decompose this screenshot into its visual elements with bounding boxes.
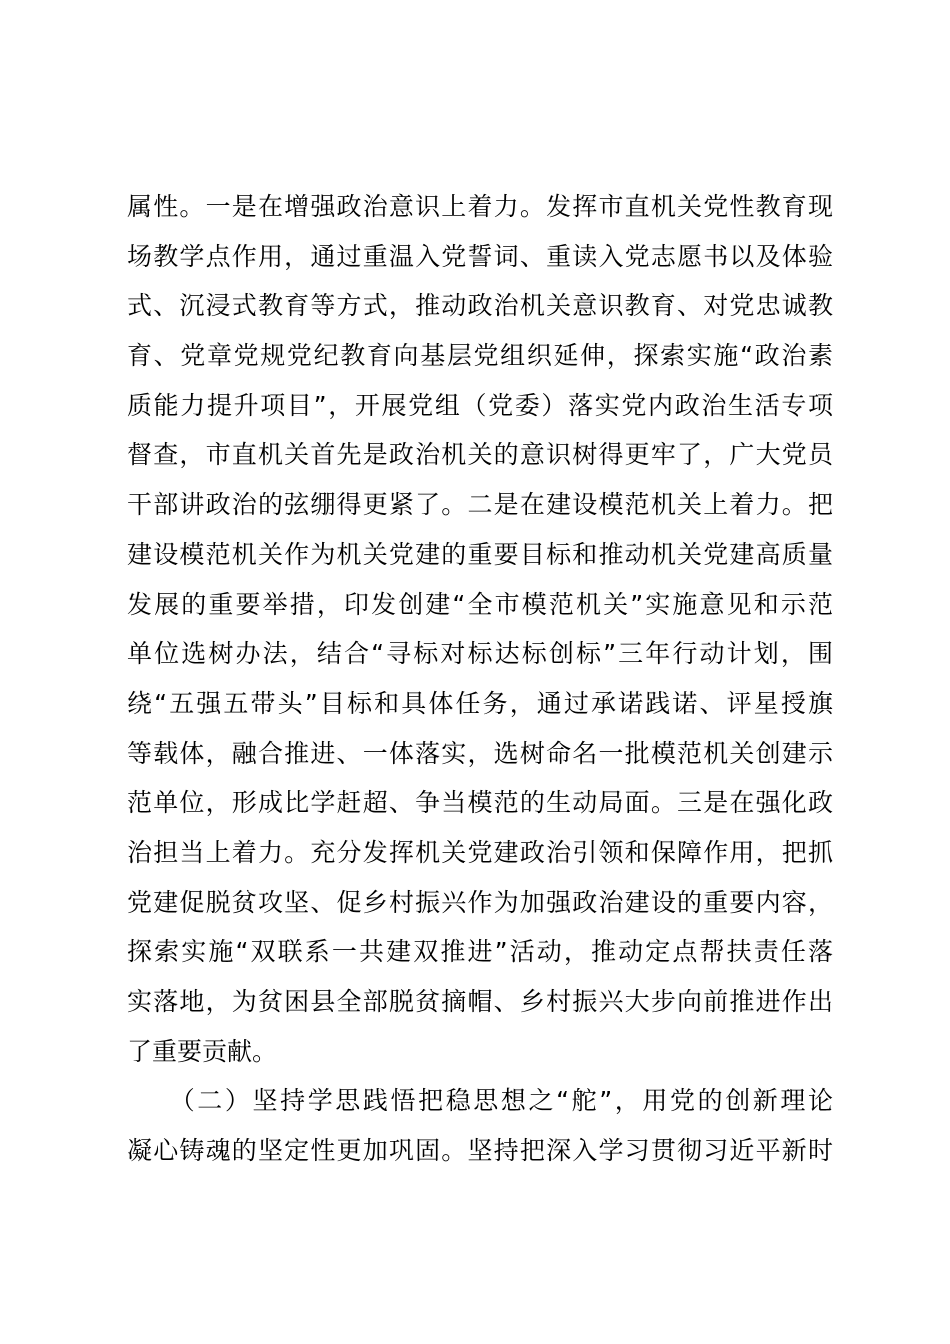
text-line: 党建促脱贫攻坚、促乡村振兴作为加强政治建设的重要内容，	[127, 887, 833, 917]
text-line: 建设模范机关作为机关党建的重要目标和推动机关党建高质量	[127, 539, 833, 569]
text-line: 发展的重要举措，印发创建“全市模范机关”实施意见和示范	[127, 589, 833, 619]
text-line: 凝心铸魂的坚定性更加巩固。坚持把深入学习贯彻习近平新时	[127, 1136, 833, 1166]
text-line: 干部讲政治的弦绷得更紧了。二是在建设模范机关上着力。把	[127, 490, 833, 520]
text-line: 单位选树办法，结合“寻标对标达标创标”三年行动计划，围	[127, 639, 833, 669]
text-line: 场教学点作用，通过重温入党誓词、重读入党志愿书以及体验	[127, 241, 833, 271]
text-line: 了重要贡献。	[127, 1036, 278, 1066]
body-text	[127, 182, 833, 1176]
text-line: 督查，市直机关首先是政治机关的意识树得更牢了，广大党员	[127, 440, 833, 470]
text-line: 治担当上着力。充分发挥机关党建政治引领和保障作用，把抓	[127, 837, 833, 867]
text-line: 育、党章党规党纪教育向基层党组织延伸，探索实施“政治素	[127, 341, 833, 371]
text-line: 式、沉浸式教育等方式，推动政治机关意识教育、对党忠诚教	[127, 291, 833, 321]
text-line: 实落地，为贫困县全部脱贫摘帽、乡村振兴大步向前推进作出	[127, 987, 833, 1016]
text-line: 质能力提升项目”，开展党组（党委）落实党内政治生活专项	[127, 390, 833, 420]
text-line: 绕“五强五带头”目标和具体任务，通过承诺践诺、评星授旗	[127, 688, 833, 718]
text-line: （二）坚持学思践悟把稳思想之“舵”，用党的创新理论	[127, 1086, 833, 1116]
text-line: 范单位，形成比学赶超、争当模范的生动局面。三是在强化政	[127, 788, 833, 818]
text-line: 属性。一是在增强政治意识上着力。发挥市直机关党性教育现	[127, 192, 833, 221]
text-line: 等载体，融合推进、一体落实，选树命名一批模范机关创建示	[127, 738, 833, 768]
text-line: 探索实施“双联系一共建双推进”活动，推动定点帮扶责任落	[127, 937, 833, 967]
